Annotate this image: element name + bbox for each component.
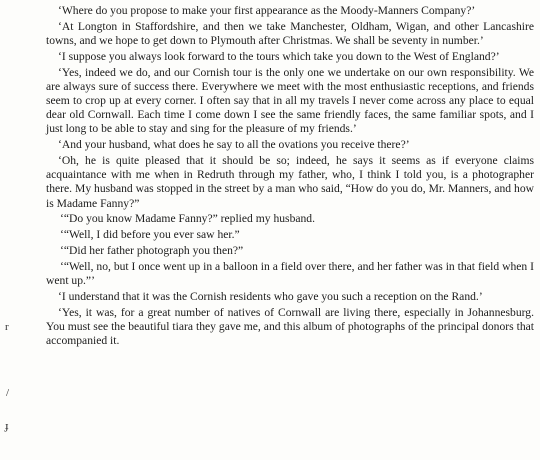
- paragraph-8: ‘“Well, I did before you ever saw her.”: [60, 228, 240, 242]
- margin-mark: ɟ: [5, 420, 9, 432]
- paragraph-2: ‘At Longton in Staffordshire, and then we take Manchester, Oldham, Wigan, and other Lancashire towns, and we hope to get down to Plymouth after Christmas. We shall be seventy in number.’: [46, 19, 534, 47]
- margin-mark: r: [5, 321, 9, 333]
- paragraph-9: ‘“Did her father photograph you then?”: [60, 244, 244, 257]
- interview-text: [46, 4, 534, 350]
- paragraph-4: ‘Yes, indeed we do, and our Cornish tour is the only one we undertake on our own responsibility. We are always sure of success there. Everywhere we meet with the most enthusiastic receptions, and friends seem to crop up at every corner. I often say that in all my travels I never come across any place to equal dear old Cornwall. Each time I come down I see the same friendly faces, the same familiar spots, and I just long to be able to stay and sing for the pleasure of my friends.’: [46, 65, 534, 136]
- paragraph-6: ‘Oh, he is quite pleased that it should be so; indeed, he says it seems as if everyone claims acquaintance with me when in Redruth through my father, who, I think I told you, is a photographer there. My husband was stopped in the street by a man who said, “How do you do, Mr. Manners, and how is Madame Fanny?”: [46, 154, 534, 210]
- paragraph-7: ‘“Do you know Madame Fanny?” replied my husband.: [60, 212, 316, 226]
- paragraph-10: ‘“Well, no, but I once went up in a balloon in a field over there, and her father was in that field when I went up.”’: [46, 259, 534, 287]
- paragraph-12: ‘Yes, it was, for a great number of natives of Cornwall are living there, especially in Johannesburg. You must see the beautiful tiara they gave me, and this album of photographs of the principal donors that accompanied it.: [46, 305, 534, 347]
- margin-mark: /: [6, 387, 10, 399]
- paragraph-11: ‘I understand that it was the Cornish residents who gave you such a reception on the Rand.’: [58, 289, 483, 303]
- paragraph-5: ‘And your husband, what does he say to all the ovations you receive there?’: [58, 138, 410, 152]
- paragraph-3: ‘I suppose you always look forward to the tours which take you down to the West of England?’: [58, 49, 500, 63]
- paragraph-1: ‘Where do you propose to make your first appearance as the Moody-Manners Company?’: [58, 4, 476, 17]
